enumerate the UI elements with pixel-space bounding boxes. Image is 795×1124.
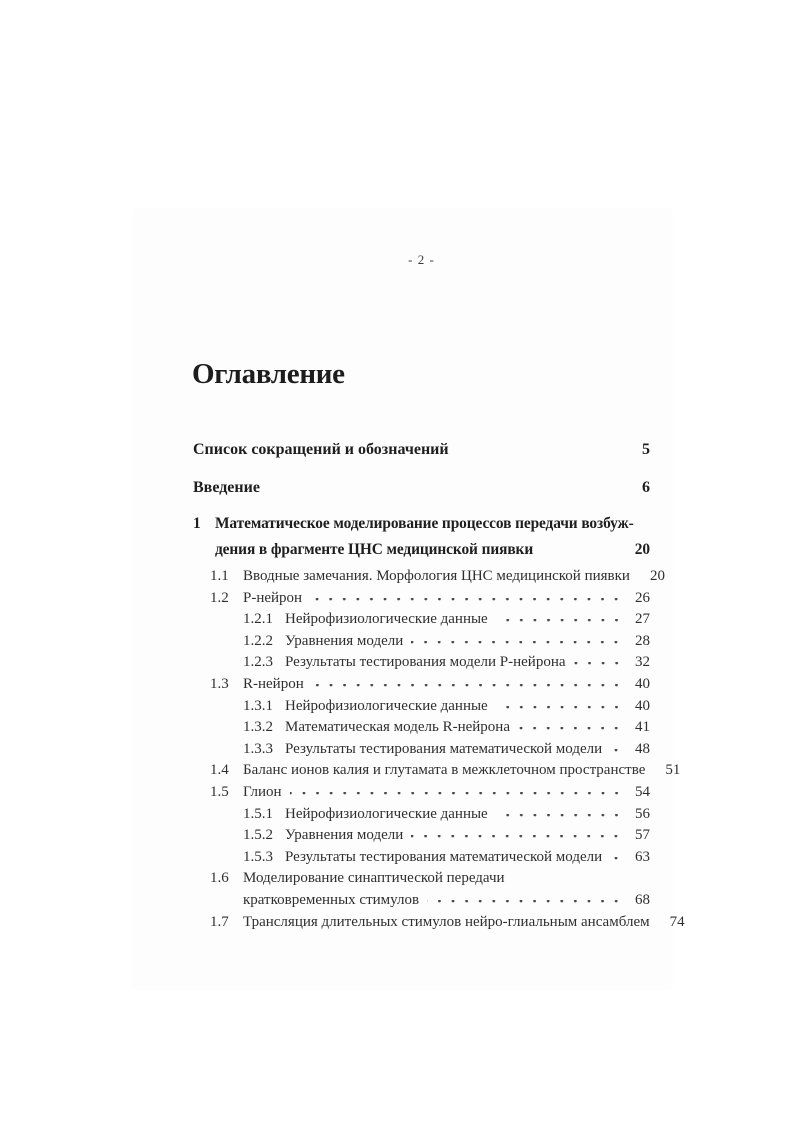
dot-leader bbox=[427, 900, 623, 904]
entry-label: Нейрофизиологические данные bbox=[285, 697, 488, 714]
page-number-header: - 2 - bbox=[408, 252, 435, 267]
dot-leader bbox=[610, 749, 623, 753]
dot-leader bbox=[411, 835, 623, 839]
section-title-line-2 bbox=[193, 890, 650, 912]
entry-label: Список сокращений и обозначений bbox=[193, 441, 449, 458]
toc-entry-chapter-1 bbox=[193, 511, 650, 563]
entry-page: 28 bbox=[635, 632, 650, 649]
entry-page: 5 bbox=[642, 441, 650, 458]
entry-label: Вводные замечания. Морфология ЦНС медицинской пиявки bbox=[243, 568, 630, 584]
entry-page: 57 bbox=[635, 827, 650, 844]
toc-entry-1-4 bbox=[193, 760, 681, 782]
toc-entry-1-6 bbox=[193, 868, 650, 911]
entry-label: дения в фрагменте ЦНС медицинской пиявки bbox=[215, 541, 534, 558]
section-title-line-1 bbox=[193, 868, 650, 890]
spacer bbox=[457, 450, 623, 454]
entry-number: 1.7 bbox=[210, 913, 229, 930]
toc-entry-1-5-1 bbox=[193, 804, 650, 826]
entry-page: 6 bbox=[642, 479, 650, 496]
entry-number: 1.2 bbox=[210, 589, 229, 606]
entry-page: 20 bbox=[634, 541, 650, 558]
toc-entry-1-2-3 bbox=[193, 652, 650, 674]
entry-label: Трансляция длительных стимулов нейро-глиальным ансамблем bbox=[243, 913, 650, 930]
dot-leader bbox=[496, 706, 623, 710]
entry-number: 1.3 bbox=[210, 675, 229, 692]
toc-entry-1-3 bbox=[193, 674, 650, 696]
toc-entry-1-2-2 bbox=[193, 631, 650, 653]
entry-page: 40 bbox=[635, 675, 650, 692]
toc-entry-1-5-2 bbox=[193, 825, 650, 847]
toc-entry-1-3-1 bbox=[193, 696, 650, 718]
toc-list bbox=[193, 440, 685, 933]
entry-number: 1.5.1 bbox=[243, 805, 273, 822]
toc-entry-1-3-2 bbox=[193, 717, 650, 739]
entry-page: 26 bbox=[635, 589, 650, 606]
dot-leader bbox=[411, 641, 623, 645]
entry-label: Введение bbox=[193, 479, 260, 496]
entry-label: Результаты тестирования математической модели bbox=[285, 848, 603, 865]
dot-leader bbox=[496, 814, 623, 818]
entry-label: Моделирование синаптической передачи bbox=[243, 870, 505, 887]
entry-number: 1 bbox=[193, 515, 201, 532]
entry-label: кратковременных стимулов bbox=[243, 891, 420, 908]
entry-page: 40 bbox=[635, 697, 650, 714]
entry-label: Математическое моделирование процессов передачи возбуж- bbox=[215, 515, 634, 532]
entry-number: 1.3.2 bbox=[243, 719, 273, 736]
toc-title: Оглавление bbox=[192, 358, 345, 390]
entry-page: 68 bbox=[635, 891, 650, 908]
toc-entry-1-5 bbox=[193, 782, 650, 804]
entry-page: 51 bbox=[665, 762, 681, 779]
spacer bbox=[268, 488, 623, 492]
entry-number: 1.1 bbox=[210, 568, 229, 584]
dot-leader bbox=[610, 857, 623, 861]
entry-page: 32 bbox=[635, 654, 650, 671]
dot-leader bbox=[574, 662, 623, 666]
entry-number: 1.5 bbox=[210, 783, 229, 800]
toc-entry-introduction bbox=[193, 478, 650, 498]
entry-label: Глион bbox=[243, 783, 282, 800]
entry-page: 48 bbox=[635, 740, 650, 757]
entry-label: P-нейрон bbox=[243, 589, 303, 606]
entry-number: 1.5.3 bbox=[243, 848, 273, 865]
entry-number: 1.2.1 bbox=[243, 611, 273, 628]
toc-entry-1-1 bbox=[193, 566, 665, 588]
entry-number: 1.6 bbox=[210, 870, 229, 887]
entry-number: 1.2.3 bbox=[243, 654, 273, 671]
dot-leader bbox=[518, 727, 623, 731]
entry-page: 63 bbox=[635, 848, 650, 865]
entry-page: 74 bbox=[669, 913, 685, 930]
toc-entry-abbreviations bbox=[193, 440, 650, 460]
toc-entry-1-3-3 bbox=[193, 739, 650, 761]
toc-entry-1-2-1 bbox=[193, 609, 650, 631]
entry-page: 20 bbox=[649, 568, 665, 584]
entry-page: 41 bbox=[635, 719, 650, 736]
entry-label: Нейрофизиологические данные bbox=[285, 611, 488, 628]
entry-number: 1.5.2 bbox=[243, 827, 273, 844]
scanned-page bbox=[133, 208, 685, 990]
entry-number: 1.3.1 bbox=[243, 697, 273, 714]
chapter-title-line-1 bbox=[193, 511, 650, 537]
dot-leader bbox=[310, 598, 623, 602]
entry-label: Уравнения модели bbox=[285, 632, 404, 649]
entry-number: 1.3.3 bbox=[243, 740, 273, 757]
dot-leader bbox=[290, 792, 623, 796]
entry-number: 1.2.2 bbox=[243, 632, 273, 649]
entry-page: 54 bbox=[635, 783, 650, 800]
dot-leader bbox=[312, 684, 623, 688]
entry-label: Нейрофизиологические данные bbox=[285, 805, 488, 822]
entry-page: 56 bbox=[635, 805, 650, 822]
chapter-title-line-2 bbox=[193, 537, 650, 563]
entry-label: R-нейрон bbox=[243, 675, 304, 692]
spacer bbox=[541, 550, 623, 554]
entry-label: Уравнения модели bbox=[285, 827, 404, 844]
entry-label: Математическая модель R-нейрона bbox=[285, 719, 510, 736]
dot-leader bbox=[496, 619, 623, 623]
entry-label: Результаты тестирования математической модели bbox=[285, 740, 603, 757]
toc-entry-1-5-3 bbox=[193, 847, 650, 869]
toc-entry-1-2 bbox=[193, 588, 650, 610]
entry-number: 1.4 bbox=[210, 762, 229, 779]
entry-label: Баланс ионов калия и глутамата в межклеточном пространстве bbox=[243, 762, 646, 779]
entry-label: Результаты тестирования модели P-нейрона bbox=[285, 654, 566, 671]
entry-page: 27 bbox=[635, 611, 650, 628]
toc-entry-1-7 bbox=[193, 912, 685, 934]
